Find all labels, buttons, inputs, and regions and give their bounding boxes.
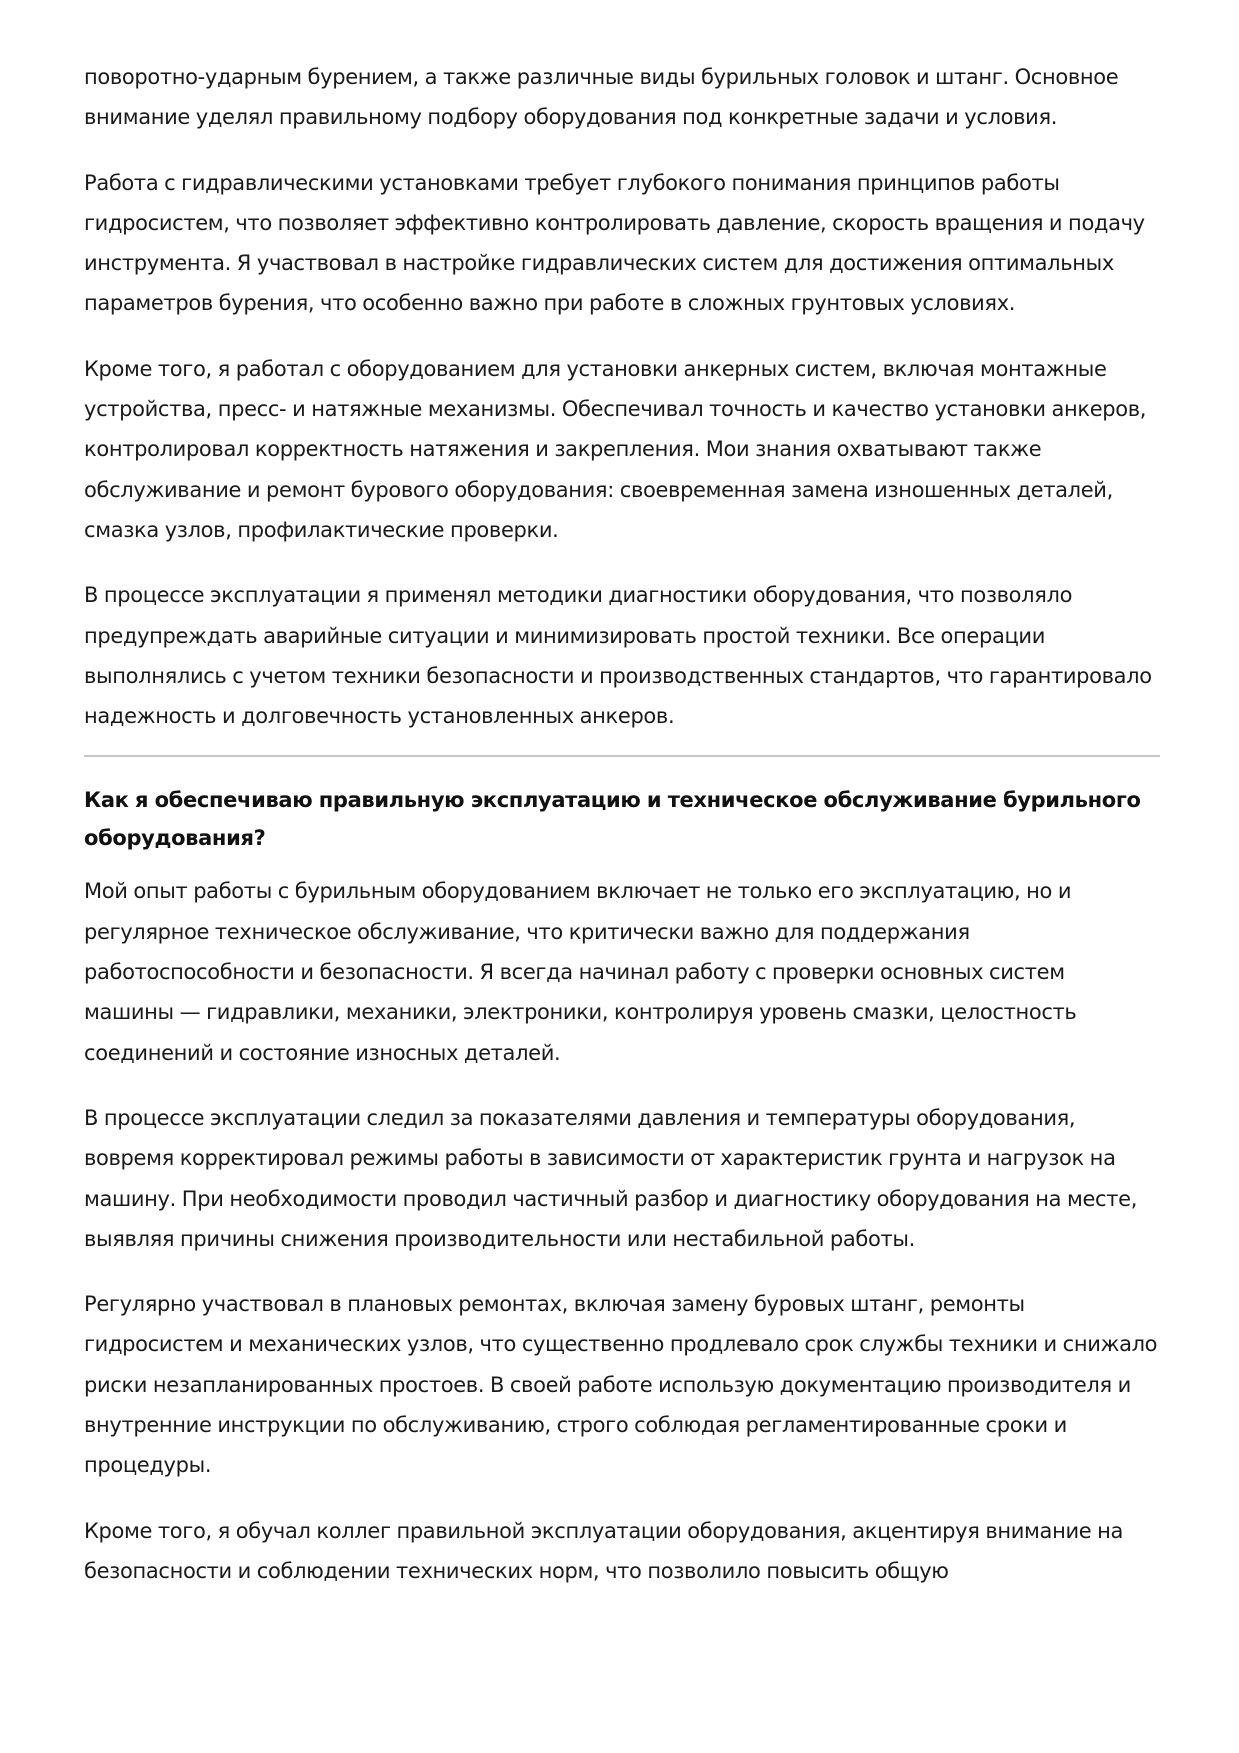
paragraph: Кроме того, я работал с оборудованием для установки анкерных систем, включая монтажные устройства, пресс- и натяжные механизмы. Обеспечивал точность и качество установки анкеров, контролировал корректность натяжения и закрепления. Мои знания охватывают также обслуживание и ремонт бурового оборудования: своевременная замена изношенных деталей, смазка узлов, профилактические проверки. bbox=[84, 356, 1147, 542]
paragraph: Работа с гидравлическими установками требует глубокого понимания принципов работы гидросистем, что позволяет эффективно контролировать давление, скорость вращения и подачу инструмента. Я участвовал в настройке гидравлических систем для достижения оптимальных параметров бурения, что особенно важно при работе в сложных грунтовых условиях. bbox=[84, 170, 1145, 316]
section-heading: Как я обеспечиваю правильную эксплуатацию и техническое обслуживание бурильного оборудования? bbox=[84, 788, 1141, 851]
section-maintenance bbox=[84, 781, 1160, 1591]
paragraph: В процессе эксплуатации следил за показателями давления и температуры оборудования, вовремя корректировал режимы работы в зависимости от характеристик грунта и нагрузок на машину. При необходимости проводил частичный разбор и диагностику оборудования на месте, выявляя причины снижения производительности или нестабильной работы. bbox=[84, 1105, 1138, 1251]
section-divider bbox=[84, 755, 1160, 757]
paragraph: Мой опыт работы с бурильным оборудованием включает не только его эксплуатацию, но и регулярное техническое обслуживание, что критически важно для поддержания работоспособности и безопасности. Я всегда начинал работу с проверки основных систем машины — гидравлики, механики, электроники, контролируя уровень смазки, целостность соединений и состояние износных деталей. bbox=[84, 879, 1077, 1065]
section-equipment-experience bbox=[84, 57, 1160, 736]
paragraph: Регулярно участвовал в плановых ремонтах, включая замену буровых штанг, ремонты гидросистем и механических узлов, что существенно продлевало срок службы техники и снижало риски незапланированных простоев. В своей работе использую документацию производителя и внутренние инструкции по обслуживанию, строго соблюдая регламентированные сроки и процедуры. bbox=[84, 1292, 1158, 1478]
document-page bbox=[84, 57, 1160, 1591]
paragraph: поворотно-ударным бурением, а также различные виды бурильных головок и штанг. Основное внимание уделял правильному подбору оборудования под конкретные задачи и условия. bbox=[84, 65, 1119, 130]
paragraph: Кроме того, я обучал коллег правильной эксплуатации оборудования, акцентируя внимание на безопасности и соблюдении технических норм, что позволило повысить общую bbox=[84, 1518, 1124, 1583]
paragraph: В процессе эксплуатации я применял методики диагностики оборудования, что позволяло предупреждать аварийные ситуации и минимизировать простой техники. Все операции выполнялись с учетом техники безопасности и производственных стандартов, что гарантировало надежность и долговечность установленных анкеров. bbox=[84, 583, 1152, 729]
